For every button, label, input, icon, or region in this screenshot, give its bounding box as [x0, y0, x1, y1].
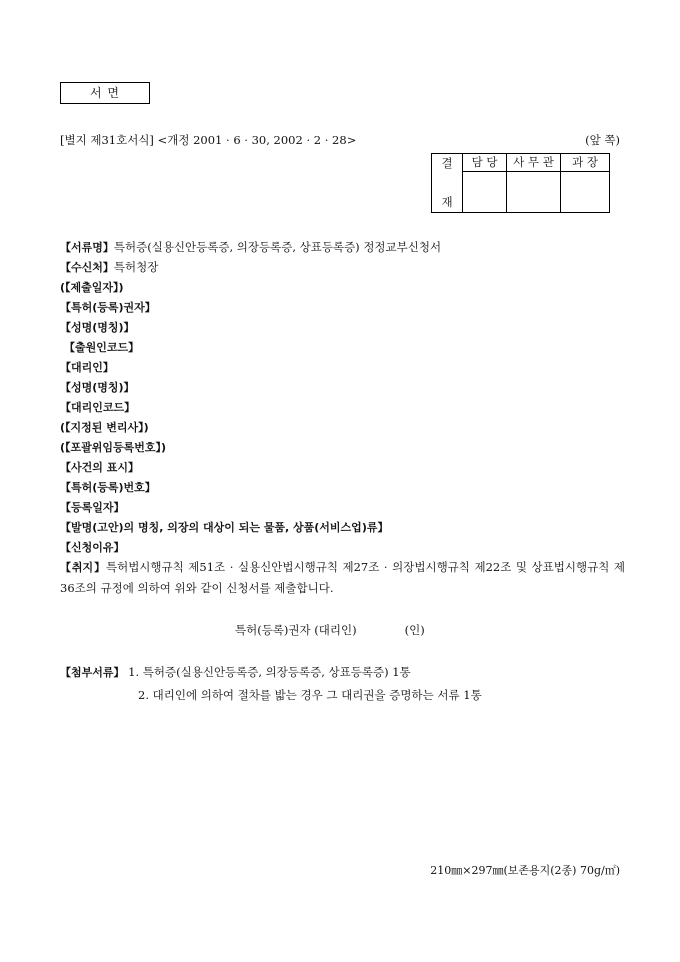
approval-label-bottom: 재: [441, 195, 453, 209]
field-case-indication: 【사건의 표시】: [60, 461, 139, 474]
field-submission-date: (【제출일자】): [60, 281, 124, 294]
field-value[interactable]: 특허청장: [113, 260, 159, 274]
form-reference: [별지 제31호서식] <개정 2001 · 6 · 30, 2002 · 2 · 28>: [60, 133, 357, 147]
purpose-text: 특허법시행규칙 제51조 · 실용신안법시행규칙 제27조 · 의장법시행규칙 제22조 및 상표법시행규칙 제36조의 규정에 의하여 위와 같이 신청서를 제출합니다.: [60, 560, 625, 595]
form-fields: [60, 237, 625, 557]
paper-spec: 210㎜×297㎜(보존용지(2종) 70g/㎡): [430, 864, 620, 877]
attachment-item: 1. 특허증(실용신안등록증, 의장등록증, 상표등록증) 1통: [128, 665, 411, 679]
purpose-statement: [60, 557, 625, 598]
field-power-of-attorney-number: (【포괄위임등록번호】): [60, 441, 167, 454]
signature-role: 특허(등록)권자 (대리인): [235, 623, 357, 637]
signature-line: [235, 622, 425, 638]
approval-col-samugwan: 사 무 관: [507, 154, 561, 172]
field-registration-number: 【특허(등록)번호】: [60, 481, 156, 494]
purpose-label: 【취지】: [60, 561, 106, 574]
attachments: [60, 661, 482, 706]
approval-col-damdang: 담 당: [463, 154, 507, 172]
approval-sign-samugwan[interactable]: [507, 172, 561, 213]
approval-table: [431, 153, 610, 213]
field-agent: 【대리인】: [60, 361, 114, 374]
field-value[interactable]: 특허증(실용신안등록증, 의장등록증, 상표등록증) 정정교부신청서: [113, 240, 442, 254]
approval-sign-damdang[interactable]: [463, 172, 507, 213]
document-title: 서 면: [60, 82, 150, 104]
approval-label: [432, 154, 463, 213]
field-agent-name: 【성명(명칭)】: [60, 381, 135, 394]
field-patent-holder: 【특허(등록)권자】: [60, 301, 156, 314]
field-document-name: 【서류명】특허증(실용신안등록증, 의장등록증, 상표등록증) 정정교부신청서: [60, 240, 442, 254]
approval-sign-gwajang[interactable]: [561, 172, 610, 213]
signature-seal[interactable]: (인): [404, 623, 425, 637]
approval-label-top: 결: [441, 156, 453, 170]
field-recipient: 【수신처】특허청장: [60, 260, 159, 274]
field-invention-title: 【발명(고안)의 명칭, 의장의 대상이 되는 물품, 상품(서비스업)류】: [60, 521, 389, 534]
page-side-label: (앞 쪽): [585, 133, 620, 147]
field-applicant-code: 【출원인코드】: [64, 341, 140, 354]
attachments-label: 【첨부서류】: [60, 666, 125, 679]
field-agent-code: 【대리인코드】: [60, 401, 136, 414]
attachment-item: 2. 대리인에 의하여 절차를 밟는 경우 그 대리권을 증명하는 서류 1통: [138, 688, 482, 702]
field-designated-attorney: (【지정된 변리사】): [60, 421, 149, 434]
field-request-reason: 【신청이유】: [60, 541, 125, 554]
field-registration-date: 【등록일자】: [60, 501, 125, 514]
approval-col-gwajang: 과 장: [561, 154, 610, 172]
field-holder-name: 【성명(명칭)】: [60, 321, 135, 334]
